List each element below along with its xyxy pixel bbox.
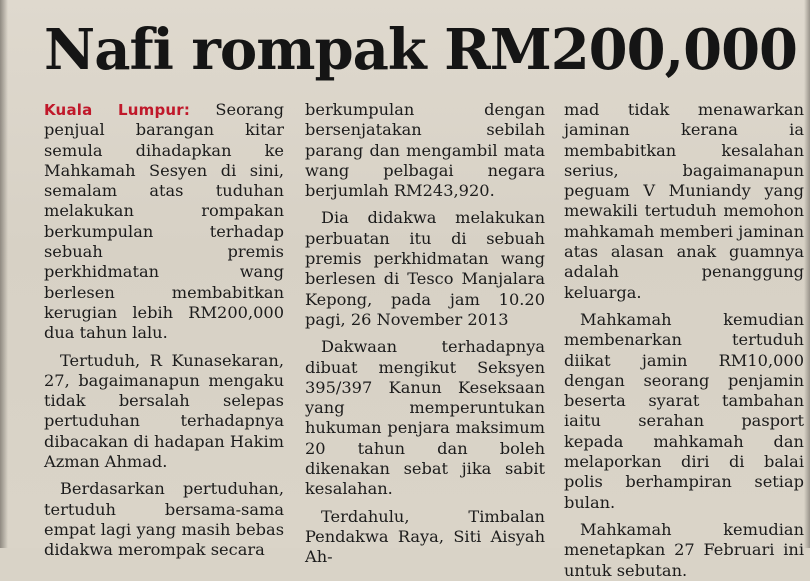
paragraph-continued: mad tidak menawarkan jaminan kerana ia membabitkan kesalahan serius, bagaimanapun peguam V Muniandy yang mewakili tertuduh memohon mahkamah memberi jaminan atas alasan anak guamnya adalah penanggung keluarga. xyxy=(564,100,804,302)
headline: Nafi rompak RM200,000 xyxy=(44,17,797,83)
dateline: Kuala Lumpur: xyxy=(44,101,191,119)
right-edge-shadow xyxy=(804,0,810,548)
lead-text: Seorang penjual barangan kitar semula dihadapkan ke Mahkamah Sesyen di sini, semalam atas tuduhan melakukan rompakan berkumpulan terhadap sebuah premis perkhidmatan wang berlesen membabitkan kerugian lebih RM200,000 dua tahun lalu. xyxy=(44,100,284,343)
paragraph: Mahkamah kemudian menetapkan 27 Februari ini untuk sebutan. xyxy=(564,519,804,580)
paragraph-continued: berkumpulan dengan bersenjatakan sebilah parang dan mengambil mata wang pelbagai negara berjumlah RM243,920. xyxy=(305,100,545,201)
column-3 xyxy=(564,100,804,581)
paragraph: Mahkamah kemudian membenarkan tertuduh diikat jamin RM10,000 dengan seorang penjamin beserta syarat tambahan iaitu serahan pasport kepada mahkamah dan melaporkan diri di balai polis berhampiran setiap bulan. xyxy=(564,309,804,512)
lead-paragraph xyxy=(44,100,284,344)
paragraph: Dakwaan terhadapnya dibuat mengikut Seksyen 395/397 Kanun Keseksaan yang memperuntukan hukuman penjara maksimum 20 tahun dan boleh dikenakan sebat jika sabit kesalahan. xyxy=(305,337,545,499)
paragraph: Dia didakwa melakukan perbuatan itu di sebuah premis perkhidmatan wang berlesen di Tesco Manjalara Kepong, pada jam 10.20 pagi, 26 November 2013 xyxy=(305,208,545,329)
paragraph: Terdahulu, Timbalan Pendakwa Raya, Siti Aisyah Ah- xyxy=(305,506,545,567)
column-2 xyxy=(305,100,545,568)
paragraph: Tertuduh, R Kunasekaran, 27, bagaimanapun mengaku tidak bersalah selepas pertuduhan terhadapnya dibacakan di hadapan Hakim Azman Ahmad. xyxy=(44,350,284,472)
column-1 xyxy=(44,100,284,561)
paragraph: Berdasarkan pertuduhan, tertuduh bersama-sama empat lagi yang masih bebas didakwa merompak secara xyxy=(44,479,284,560)
left-edge-shadow xyxy=(0,0,8,548)
